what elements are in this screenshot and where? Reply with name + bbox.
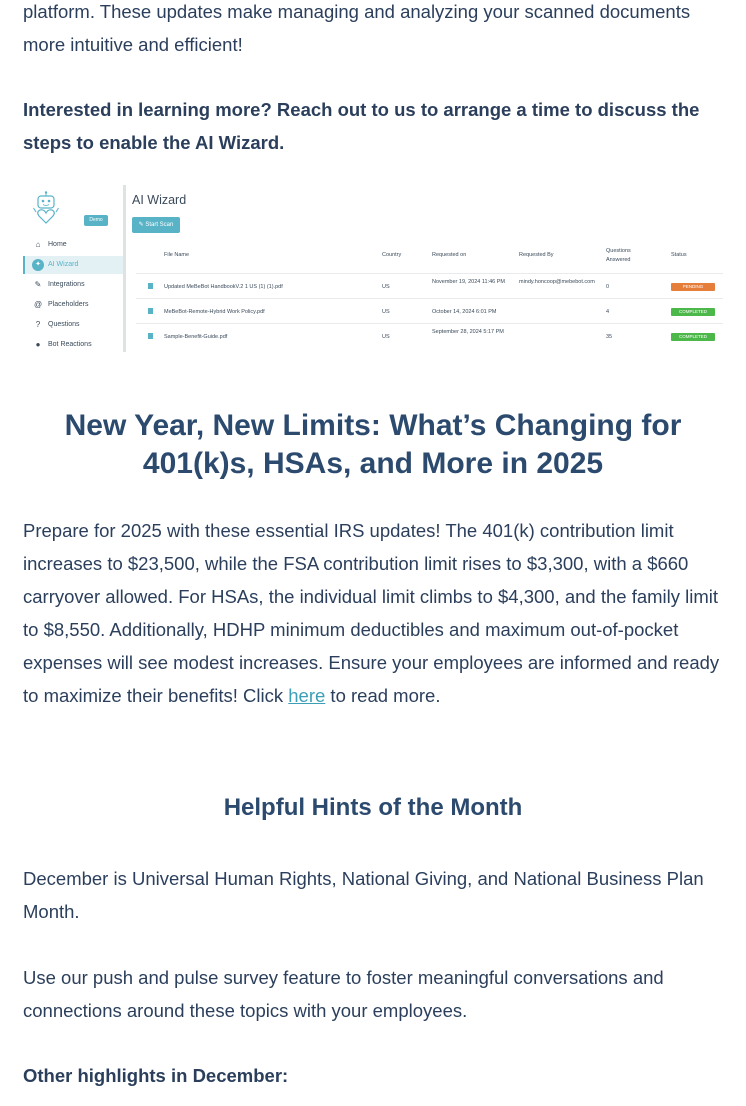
sidebar-item-ai-wizard[interactable]: ✦ AI Wizard (23, 256, 123, 274)
start-scan-button[interactable]: ✎ Start Scan (132, 217, 180, 233)
col-questions-answered: Questions Answered (606, 248, 631, 263)
row-questions: 35 (606, 334, 613, 340)
read-more-link[interactable]: here (288, 685, 326, 706)
row-country: US (382, 309, 390, 315)
hints-paragraph-2: Use our push and pulse survey feature to foster meaningful conversations and connections around these topics with your employees. (23, 967, 664, 1021)
col-file-name: File Name (164, 252, 190, 258)
limits-paragraph: Prepare for 2025 with these essential IRS updates! The 401(k) contribution limit increases to $23,500, while the FSA contribution limit rises to $3,300, with a $660 carryover allowed. For HSAs, the individual limit climbs to $4,300, and the family limit to $8,550. Additionally, HDHP minimum deductibles and maximum out-of-pocket expenses will see modest increases. Ensure your employees are informed and ready to maximize their benefits! Click here to read more. (23, 520, 720, 706)
file-icon (148, 308, 153, 314)
section-heading-hints: Helpful Hints of the Month (223, 794, 523, 821)
row-file-name: MeBeBot-Remote-Hybrid Work Policy.pdf (164, 309, 265, 315)
intro-cta: Interested in learning more? Reach out to us to arrange a time to discuss the steps to enable the AI Wizard. (23, 99, 700, 153)
home-icon: ⌂ (35, 240, 41, 249)
row-file-name: Sample-Benefit-Guide.pdf (164, 334, 228, 340)
sidebar-item-integrations[interactable]: ✎ Integrations (23, 276, 123, 294)
status-badge: COMPLETED (671, 333, 715, 341)
col-requested-on: Requested on (432, 252, 467, 258)
section-heading-limits: New Year, New Limits: What’s Changing for 401(k)s, HSAs, and More in 2025 (64, 409, 682, 480)
sidebar-item-placeholders[interactable]: @ Placeholders (23, 296, 123, 314)
at-icon: @ (33, 300, 43, 309)
panel-title: AI Wizard (132, 193, 187, 207)
row-country: US (382, 284, 390, 290)
plug-icon: ✎ (34, 280, 42, 289)
sidebar-item-bot-reactions[interactable]: ● Bot Reactions (23, 336, 123, 352)
row-requested-on: September 28, 2024 5:17 PM (432, 329, 504, 335)
sidebar (23, 185, 123, 352)
other-highlights-heading: Other highlights in December: (23, 1065, 289, 1086)
col-requested-by: Requested By (519, 252, 554, 258)
table-row[interactable] (136, 273, 723, 299)
status-badge: COMPLETED (671, 308, 715, 316)
intro-paragraph: platform. These updates make managing and analyzing your scanned documents more intuitive and efficient! (23, 1, 691, 55)
hints-paragraph-1: December is Universal Human Rights, National Giving, and National Business Plan Month. (23, 868, 704, 922)
sidebar-item-home[interactable]: ⌂ Home (23, 236, 123, 254)
sidebar-item-questions[interactable]: ? Questions (23, 316, 123, 334)
row-requested-on: November 19, 2024 11:46 PM (432, 279, 505, 285)
file-icon (148, 333, 153, 339)
ai-wizard-screenshot (23, 185, 723, 352)
wand-icon: ✦ (32, 259, 44, 271)
row-country: US (382, 334, 390, 340)
ai-wizard-panel (126, 185, 723, 352)
row-requested-on: October 14, 2024 6:01 PM (432, 309, 497, 315)
status-badge: PENDING (671, 283, 715, 291)
row-questions: 0 (606, 284, 610, 290)
demo-badge: Demo (84, 215, 108, 226)
row-requested-by: mindy.honcoop@mebebot.com (519, 279, 595, 285)
file-icon (148, 283, 153, 289)
row-file-name: Updated MeBeBot HandbookV.2 1 US (1) (1).pdf (164, 284, 283, 290)
col-country: Country (382, 252, 402, 258)
robot-logo-icon (33, 191, 59, 227)
table-row[interactable] (136, 323, 723, 349)
col-status: Status (671, 252, 687, 258)
table-row[interactable] (136, 298, 723, 324)
chat-icon: ● (35, 340, 41, 349)
row-questions: 4 (606, 309, 610, 315)
question-icon: ? (35, 320, 41, 329)
